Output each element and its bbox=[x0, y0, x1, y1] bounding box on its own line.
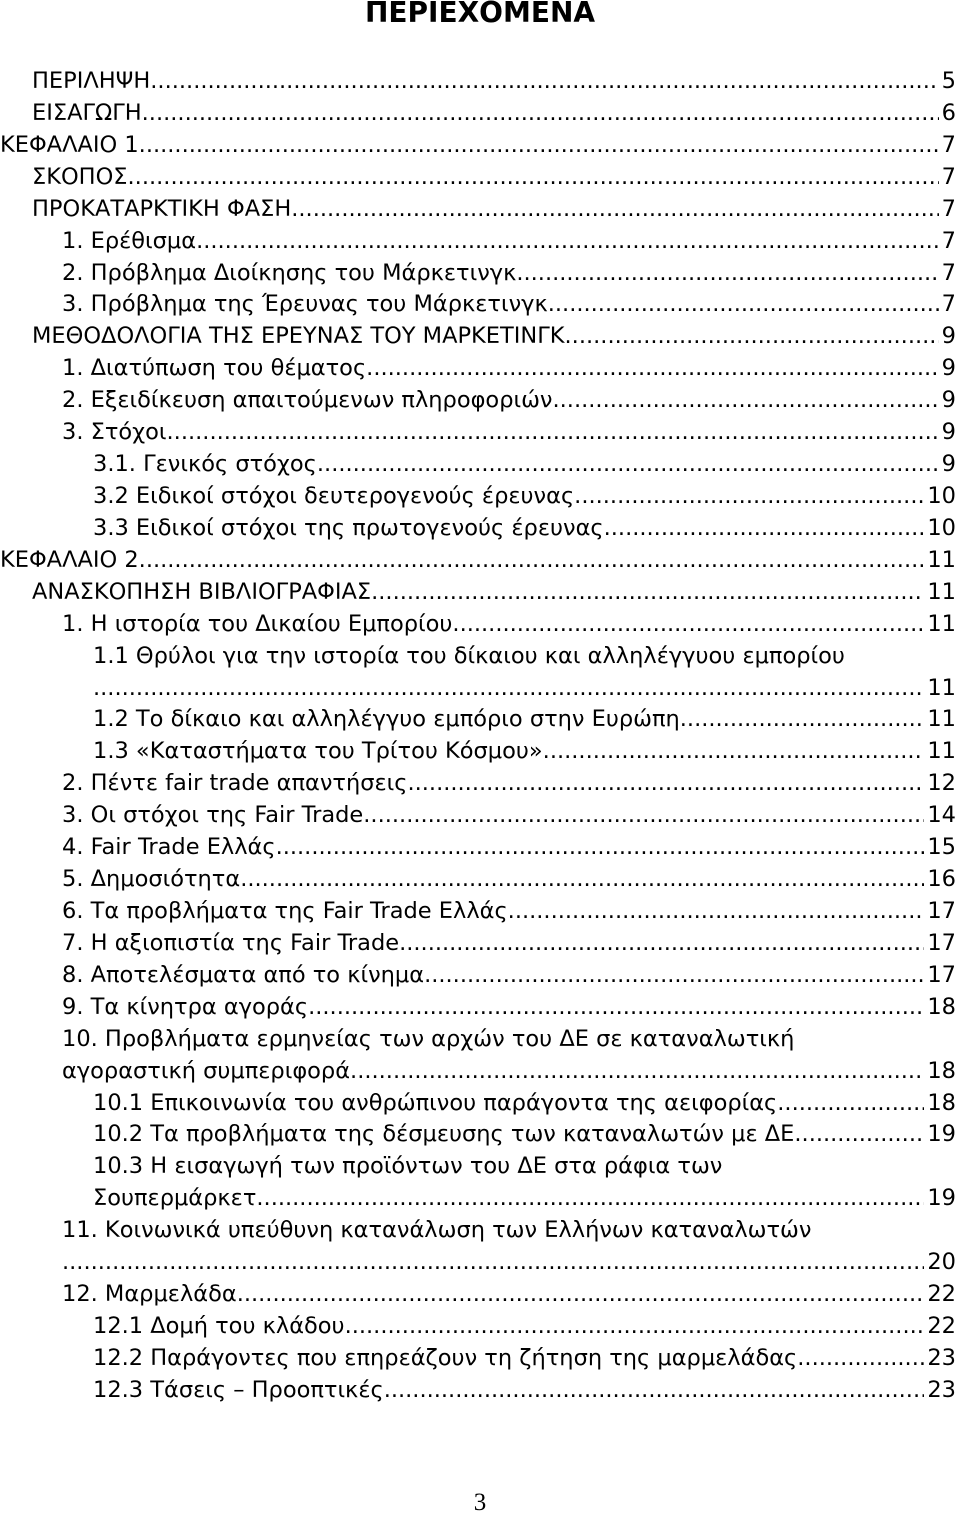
dot-leader bbox=[371, 577, 924, 609]
toc-entry bbox=[0, 258, 956, 290]
dot-leader bbox=[399, 928, 924, 960]
toc-entry bbox=[0, 449, 956, 481]
dot-leader bbox=[139, 545, 925, 577]
toc-entry-page: 9 bbox=[941, 323, 956, 350]
dot-leader bbox=[565, 321, 939, 353]
toc-entry-label: 10.1 Επικοινωνία του ανθρώπινου παράγοντα της αειφορίας bbox=[93, 1089, 778, 1116]
dot-leader bbox=[142, 98, 939, 130]
dot-leader bbox=[508, 896, 925, 928]
dot-leader bbox=[62, 1247, 924, 1279]
toc-entry bbox=[0, 226, 956, 258]
toc-entry-label: 10.3 Η εισαγωγή των προϊόντων του ΔΕ στα ράφια των bbox=[93, 1153, 723, 1180]
toc-entry bbox=[0, 832, 956, 864]
toc-entry-page: 6 bbox=[941, 99, 956, 126]
toc-entry-page: 7 bbox=[941, 227, 956, 254]
toc-entry-page: 18 bbox=[927, 1057, 956, 1084]
dot-leader bbox=[452, 609, 924, 641]
toc-entry-label: 9. Τα κίνητρα αγοράς bbox=[62, 993, 309, 1020]
toc-entry-page: 23 bbox=[927, 1344, 956, 1371]
dot-leader bbox=[93, 673, 924, 705]
toc-entry-label: 3. Πρόβλημα της Έρευνας του Μάρκετινγκ bbox=[62, 291, 548, 318]
toc-entry-label: 2. Εξειδίκευση απαιτούμενων πληροφοριών bbox=[62, 387, 553, 414]
toc-entry bbox=[0, 98, 956, 130]
dot-leader bbox=[363, 800, 924, 832]
toc-entry-page: 9 bbox=[941, 355, 956, 382]
toc-entry-page: 9 bbox=[941, 387, 956, 414]
toc-entry-label: 12.3 Τάσεις – Προοπτικές bbox=[93, 1376, 384, 1403]
toc-entry bbox=[0, 1024, 956, 1056]
toc-entry-page: 22 bbox=[927, 1281, 956, 1308]
toc-entry-page: 11 bbox=[927, 546, 956, 573]
toc-entry bbox=[0, 545, 956, 577]
dot-leader bbox=[196, 226, 939, 258]
toc-entry bbox=[0, 736, 956, 768]
toc-entry-label-continued: αγοραστική συμπεριφορά bbox=[62, 1057, 351, 1084]
dot-leader bbox=[548, 289, 939, 321]
dot-leader bbox=[308, 992, 924, 1024]
dot-leader bbox=[366, 353, 939, 385]
toc-entry-label: ΜΕΘΟΔΟΛΟΓΙΑ ΤΗΣ ΕΡΕΥΝΑΣ ΤΟΥ ΜΑΡΚΕΤΙΝΓΚ bbox=[32, 323, 565, 350]
toc-entry-label: 1. Ερέθισμα bbox=[62, 227, 197, 254]
toc-entry-page: 12 bbox=[927, 770, 956, 797]
dot-leader bbox=[574, 481, 924, 513]
dot-leader bbox=[291, 194, 938, 226]
toc-entry bbox=[0, 130, 956, 162]
toc-entry-label: 2. Πρόβλημα Διοίκησης του Μάρκετινγκ bbox=[62, 259, 517, 286]
toc-entry-label: 3. Στόχοι bbox=[62, 419, 167, 446]
toc-entry-label: ΑΝΑΣΚΟΠΗΣΗ ΒΙΒΛΙΟΓΡΑΦΙΑΣ bbox=[32, 578, 372, 605]
toc-entry-page: 10 bbox=[927, 482, 956, 509]
toc-entry bbox=[0, 1279, 956, 1311]
toc-entry-continuation bbox=[0, 1247, 956, 1279]
toc-entry bbox=[0, 1375, 956, 1407]
toc-entry-label: 12. Μαρμελάδα bbox=[62, 1281, 237, 1308]
toc-entry-label: 12.1 Δομή του κλάδου bbox=[93, 1312, 345, 1339]
toc-entry-continuation bbox=[0, 1056, 956, 1088]
toc-entry-page: 9 bbox=[941, 419, 956, 446]
toc-entry-label: ΣΚΟΠΟΣ bbox=[32, 163, 128, 190]
toc-entry-page: 23 bbox=[927, 1376, 956, 1403]
toc-entry bbox=[0, 800, 956, 832]
toc-entry-label: 3. Οι στόχοι της Fair Trade bbox=[62, 802, 364, 829]
toc-entry-label: 1. Διατύπωση του θέματος bbox=[62, 355, 367, 382]
dot-leader bbox=[797, 1343, 924, 1375]
toc-entry bbox=[0, 481, 956, 513]
toc-entry-page: 7 bbox=[941, 195, 956, 222]
toc-entry bbox=[0, 1311, 956, 1343]
toc-entry bbox=[0, 928, 956, 960]
toc-entry-page: 19 bbox=[927, 1185, 956, 1212]
toc-entry bbox=[0, 641, 956, 673]
toc-entry-page: 11 bbox=[927, 674, 956, 701]
toc-entry bbox=[0, 289, 956, 321]
dot-leader bbox=[680, 704, 925, 736]
toc-entry-page: 7 bbox=[941, 291, 956, 318]
toc-entry-label-continued: Σουπερμάρκετ. bbox=[93, 1185, 264, 1212]
toc-entry-page: 7 bbox=[941, 163, 956, 190]
page-title: ΠΕΡΙΕΧΟΜΕΝΑ bbox=[364, 0, 596, 29]
toc-entry-label: 6. Τα προβλήματα της Fair Trade Ελλάς bbox=[62, 897, 508, 924]
toc-entry bbox=[0, 353, 956, 385]
toc-entry-label: ΕΙΣΑΓΩΓΗ bbox=[32, 99, 142, 126]
toc-entry-label: 2. Πέντε fair trade απαντήσεις bbox=[62, 770, 408, 797]
dot-leader bbox=[777, 1088, 924, 1120]
toc-entry bbox=[0, 1151, 956, 1183]
toc-entry bbox=[0, 992, 956, 1024]
dot-leader bbox=[794, 1119, 924, 1151]
toc-entry bbox=[0, 513, 956, 545]
toc-entry-page: 17 bbox=[927, 897, 956, 924]
dot-leader bbox=[317, 449, 939, 481]
toc-entry-label: ΚΕΦΑΛΑΙΟ 2 bbox=[0, 546, 139, 573]
toc-entry-page: 7 bbox=[941, 259, 956, 286]
toc-entry-page: 10 bbox=[927, 514, 956, 541]
toc-entry-page: 22 bbox=[927, 1312, 956, 1339]
table-of-contents bbox=[0, 66, 956, 1407]
toc-entry bbox=[0, 896, 956, 928]
toc-entry-continuation bbox=[0, 673, 956, 705]
toc-entry-page: 19 bbox=[927, 1121, 956, 1148]
toc-entry bbox=[0, 864, 956, 896]
toc-entry-label: 5. Δημοσιότητα bbox=[62, 866, 241, 893]
toc-entry-label: 3.2 Ειδικοί στόχοι δευτερογενούς έρευνας bbox=[93, 482, 575, 509]
toc-entry bbox=[0, 1119, 956, 1151]
toc-entry-label: 11. Κοινωνικά υπεύθυνη κατανάλωση των Ελλήνων καταναλωτών bbox=[62, 1217, 812, 1244]
dot-leader bbox=[345, 1311, 925, 1343]
dot-leader bbox=[350, 1056, 924, 1088]
toc-entry-label: 1.1 Θρύλοι για την ιστορία του δίκαιου και αλληλέγγυου εμπορίου bbox=[93, 642, 845, 669]
dot-leader bbox=[264, 1183, 925, 1215]
toc-entry bbox=[0, 704, 956, 736]
toc-entry-label: 3.1. Γενικός στόχος bbox=[93, 451, 317, 478]
toc-entry-label: 1. Η ιστορία του Δικαίου Εμπορίου bbox=[62, 610, 453, 637]
toc-entry-page: 11 bbox=[927, 578, 956, 605]
toc-entry-label: 1.3 «Καταστήματα του Τρίτου Κόσμου» bbox=[93, 738, 543, 765]
dot-leader bbox=[407, 768, 924, 800]
dot-leader bbox=[384, 1375, 925, 1407]
toc-entry-label: 1.2 Το δίκαιο και αλληλέγγυο εμπόριο στην Ευρώπη bbox=[93, 706, 680, 733]
toc-entry-label: ΚΕΦΑΛΑΙΟ 1 bbox=[0, 131, 139, 158]
toc-entry-page: 17 bbox=[927, 929, 956, 956]
toc-entry-label: ΠΡΟΚΑΤΑΡΚΤΙΚΗ ΦΑΣΗ bbox=[32, 195, 292, 222]
dot-leader bbox=[167, 417, 939, 449]
toc-entry bbox=[0, 960, 956, 992]
toc-entry-label: 3.3 Ειδικοί στόχοι της πρωτογενούς έρευνας bbox=[93, 514, 604, 541]
toc-entry-page: 7 bbox=[941, 131, 956, 158]
toc-entry-page: 14 bbox=[927, 802, 956, 829]
toc-entry-page: 5 bbox=[941, 68, 956, 94]
toc-entry-label: 10.2 Τα προβλήματα της δέσμευσης των καταναλωτών με ΔΕ bbox=[93, 1121, 795, 1148]
toc-entry-page: 18 bbox=[927, 1089, 956, 1116]
toc-entry-page: 9 bbox=[941, 451, 956, 478]
toc-entry bbox=[0, 194, 956, 226]
toc-entry bbox=[0, 1088, 956, 1120]
dot-leader bbox=[139, 130, 939, 162]
dot-leader bbox=[128, 162, 939, 194]
dot-leader bbox=[276, 832, 925, 864]
toc-entry bbox=[0, 162, 956, 194]
toc-entry bbox=[0, 768, 956, 800]
toc-entry-page: 11 bbox=[927, 610, 956, 637]
toc-entry-page: 11 bbox=[927, 738, 956, 765]
toc-entry-label: 4. Fair Trade Ελλάς bbox=[62, 834, 276, 861]
dot-leader bbox=[424, 960, 924, 992]
dot-leader bbox=[150, 66, 938, 98]
toc-entry-label: 10. Προβλήματα ερμηνείας των αρχών του ΔΕ σε καταναλωτική bbox=[62, 1025, 795, 1052]
toc-entry bbox=[0, 1343, 956, 1375]
dot-leader bbox=[604, 513, 925, 545]
toc-entry-label: ΠΕΡΙΛΗΨΗ bbox=[32, 68, 151, 94]
toc-entry-page: 20 bbox=[927, 1249, 956, 1276]
dot-leader bbox=[237, 1279, 925, 1311]
dot-leader bbox=[553, 385, 939, 417]
toc-entry-label: 8. Αποτελέσματα από το κίνημα bbox=[62, 961, 425, 988]
toc-entry-page: 17 bbox=[927, 961, 956, 988]
toc-entry bbox=[0, 1215, 956, 1247]
toc-entry bbox=[0, 577, 956, 609]
toc-entry bbox=[0, 609, 956, 641]
toc-entry bbox=[0, 321, 956, 353]
toc-entry-label: 7. Η αξιοπιστία της Fair Trade bbox=[62, 929, 400, 956]
toc-entry bbox=[0, 385, 956, 417]
page-number: 3 bbox=[473, 1489, 487, 1516]
toc-entry-continuation bbox=[0, 1183, 956, 1215]
toc-entry-page: 15 bbox=[927, 834, 956, 861]
toc-entry-page: 11 bbox=[927, 706, 956, 733]
dot-leader bbox=[543, 736, 925, 768]
toc-entry bbox=[0, 66, 956, 98]
toc-entry bbox=[0, 417, 956, 449]
dot-leader bbox=[240, 864, 924, 896]
toc-entry-label: 12.2 Παράγοντες που επηρεάζουν τη ζήτηση της μαρμελάδας bbox=[93, 1344, 798, 1371]
toc-entry-page: 16 bbox=[927, 866, 956, 893]
dot-leader bbox=[516, 258, 938, 290]
toc-entry-page: 18 bbox=[927, 993, 956, 1020]
